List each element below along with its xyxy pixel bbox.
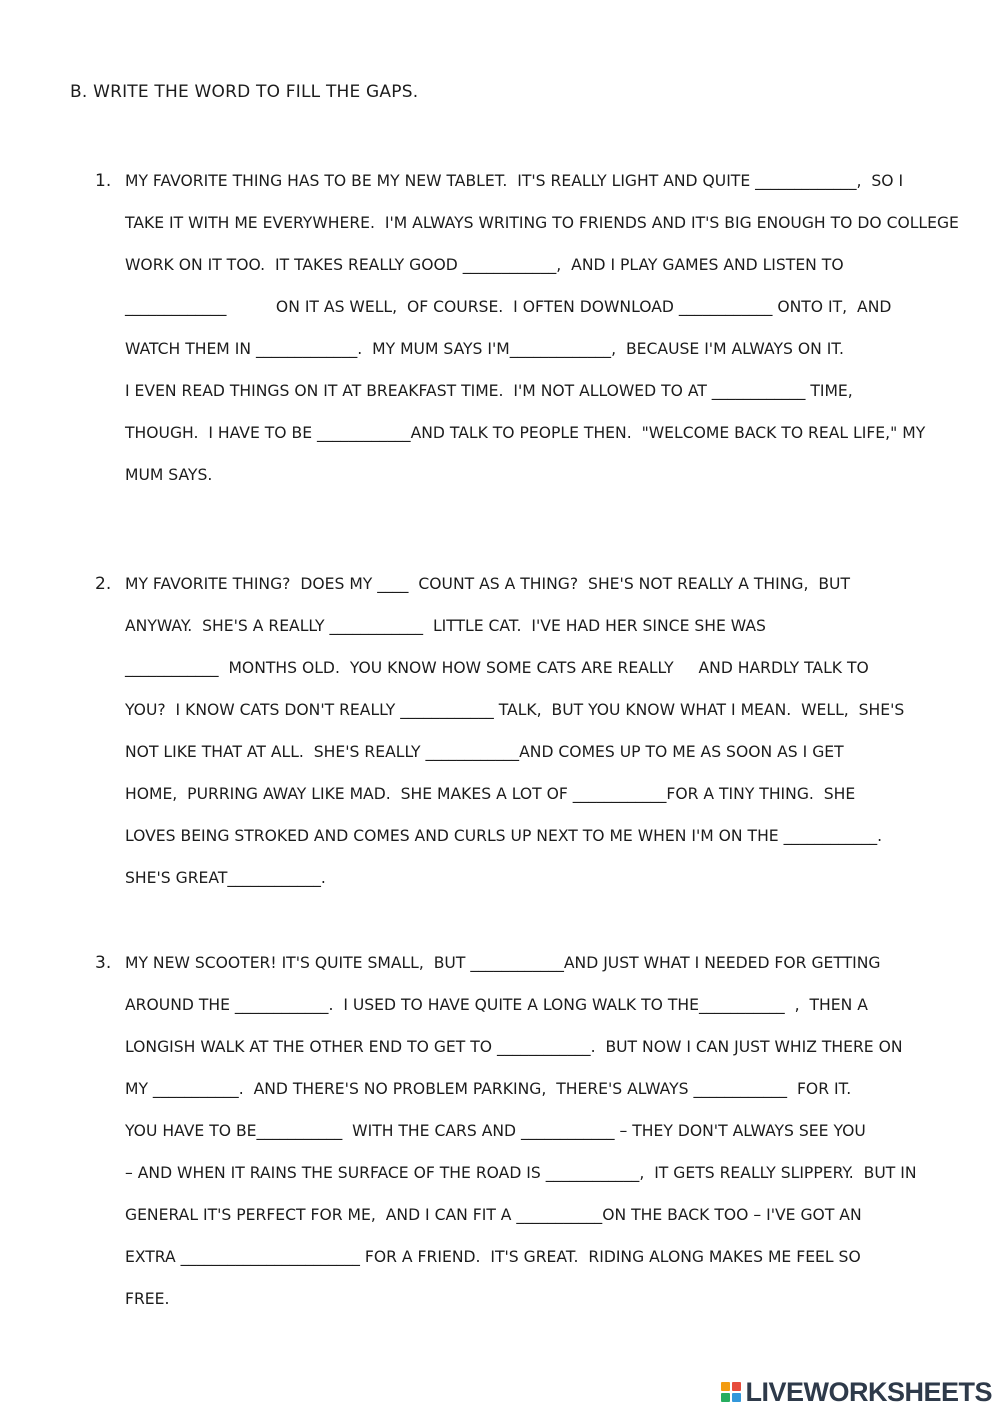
text-line: MY NEW SCOOTER! IT'S QUITE SMALL, BUT ____________AND JUST WHAT I NEEDED FOR GETTING xyxy=(125,954,881,972)
item-text xyxy=(125,563,935,899)
text-line: FREE. xyxy=(125,1290,170,1308)
text-line: SHE'S GREAT____________. xyxy=(125,869,326,887)
item-text xyxy=(125,942,935,1320)
logo-square xyxy=(732,1382,741,1391)
text-line: HOME, PURRING AWAY LIKE MAD. SHE MAKES A LOT OF ____________FOR A TINY THING. SHE xyxy=(125,785,856,803)
text-line: WORK ON IT TOO. IT TAKES REALLY GOOD ____________, AND I PLAY GAMES AND LISTEN TO xyxy=(125,256,844,274)
text-line: LONGISH WALK AT THE OTHER END TO GET TO ____________. BUT NOW I CAN JUST WHIZ THERE ON xyxy=(125,1038,903,1056)
text-line: THOUGH. I HAVE TO BE ____________AND TALK TO PEOPLE THEN. "WELCOME BACK TO REAL LIFE," MY xyxy=(125,424,926,442)
text-line: MY ___________. AND THERE'S NO PROBLEM PARKING, THERE'S ALWAYS ____________ FOR IT. xyxy=(125,1080,852,1098)
text-line: I EVEN READ THINGS ON IT AT BREAKFAST TIME. I'M NOT ALLOWED TO AT ____________ TIME, xyxy=(125,382,853,400)
text-line: AROUND THE ____________. I USED TO HAVE QUITE A LONG WALK TO THE___________ , THEN A xyxy=(125,996,868,1014)
text-line: LOVES BEING STROKED AND COMES AND CURLS UP NEXT TO ME WHEN I'M ON THE ____________. xyxy=(125,827,883,845)
text-line: _____________ ON IT AS WELL, OF COURSE. I OFTEN DOWNLOAD ____________ ONTO IT, AND xyxy=(125,298,892,316)
text-line: ANYWAY. SHE'S A REALLY ____________ LITTLE CAT. I'VE HAD HER SINCE SHE WAS xyxy=(125,617,766,635)
logo-square xyxy=(732,1393,741,1402)
text-line: EXTRA _______________________ FOR A FRIEND. IT'S GREAT. RIDING ALONG MAKES ME FEEL SO xyxy=(125,1248,861,1266)
item-number: 3. xyxy=(95,953,112,973)
text-line: YOU HAVE TO BE___________ WITH THE CARS AND ____________ – THEY DON'T ALWAYS SEE YOU xyxy=(125,1122,866,1140)
text-line: MUM SAYS. xyxy=(125,466,213,484)
logo-squares-icon xyxy=(721,1382,741,1402)
text-line: YOU? I KNOW CATS DON'T REALLY ____________ TALK, BUT YOU KNOW WHAT I MEAN. WELL, SHE'S xyxy=(125,701,905,719)
item-number: 1. xyxy=(95,171,112,191)
logo-square xyxy=(721,1382,730,1391)
text-line: MY FAVORITE THING HAS TO BE MY NEW TABLET. IT'S REALLY LIGHT AND QUITE _____________, SO I xyxy=(125,172,904,190)
text-line: MY FAVORITE THING? DOES MY ____ COUNT AS A THING? SHE'S NOT REALLY A THING, BUT xyxy=(125,575,850,593)
logo-square xyxy=(721,1393,730,1402)
text-line: TAKE IT WITH ME EVERYWHERE. I'M ALWAYS WRITING TO FRIENDS AND IT'S BIG ENOUGH TO DO COLLEGE xyxy=(125,214,959,232)
liveworksheets-logo xyxy=(721,1376,992,1407)
text-line: WATCH THEM IN _____________. MY MUM SAYS I'M_____________, BECAUSE I'M ALWAYS ON IT. xyxy=(125,340,844,358)
item-text xyxy=(125,160,959,496)
text-line: GENERAL IT'S PERFECT FOR ME, AND I CAN FIT A ___________ON THE BACK TOO – I'VE GOT AN xyxy=(125,1206,862,1224)
text-line: NOT LIKE THAT AT ALL. SHE'S REALLY ____________AND COMES UP TO ME AS SOON AS I GET xyxy=(125,743,844,761)
item-number: 2. xyxy=(95,574,112,594)
text-line: ____________ MONTHS OLD. YOU KNOW HOW SOME CATS ARE REALLY AND HARDLY TALK TO xyxy=(125,659,869,677)
logo-text: LIVEWORKSHEETS xyxy=(745,1376,992,1407)
text-line: – AND WHEN IT RAINS THE SURFACE OF THE ROAD IS ____________, IT GETS REALLY SLIPPERY. BUT IN xyxy=(125,1164,917,1182)
section-heading: B. WRITE THE WORD TO FILL THE GAPS. xyxy=(70,82,419,102)
